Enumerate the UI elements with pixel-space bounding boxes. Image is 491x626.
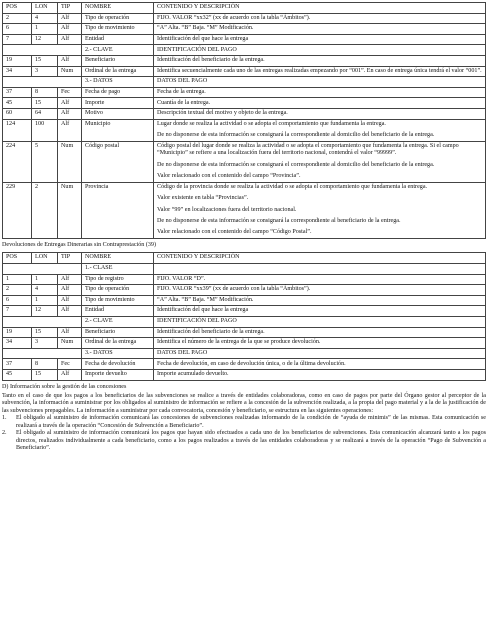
description-paragraph: Fecha de la entrega. bbox=[157, 88, 206, 95]
table-row bbox=[3, 24, 486, 35]
lon-cell: 1 bbox=[32, 24, 58, 35]
description-cell bbox=[154, 98, 486, 109]
tip-cell: Fec bbox=[58, 87, 82, 98]
description-cell bbox=[154, 359, 486, 370]
pos-cell: 37 bbox=[3, 359, 32, 370]
section-desc-cell: IDENTIFICACIÓN DEL PAGO bbox=[154, 316, 486, 327]
pos-cell: 19 bbox=[3, 56, 32, 67]
description-paragraph: Identificación del que hace la entrega bbox=[157, 35, 249, 42]
nombre-cell: Beneficiario bbox=[82, 56, 154, 67]
description-paragraph: Descripción textual del motivo y objeto de la entrega. bbox=[157, 110, 288, 117]
tip-cell: Alf bbox=[58, 274, 82, 285]
nombre-cell: Provincia bbox=[82, 182, 154, 238]
tip-cell: Num bbox=[58, 141, 82, 182]
table-row bbox=[3, 109, 486, 120]
description-cell bbox=[154, 34, 486, 45]
table-header-row bbox=[3, 253, 486, 264]
table-row bbox=[3, 327, 486, 338]
section-d-title: D) Información sobre la gestión de las concesiones bbox=[2, 383, 127, 390]
description-cell bbox=[154, 274, 486, 285]
table-row bbox=[3, 295, 486, 306]
description-paragraph: Cuantía de la entrega. bbox=[157, 99, 211, 106]
table-row bbox=[3, 87, 486, 98]
table-row bbox=[3, 13, 486, 24]
tip-cell: Alf bbox=[58, 24, 82, 35]
lon-cell: 3 bbox=[32, 338, 58, 349]
table-section-row bbox=[3, 348, 486, 359]
header-cell: NOMBRE bbox=[82, 3, 154, 14]
table-section-row bbox=[3, 45, 486, 56]
section-d-list bbox=[2, 415, 486, 452]
nombre-cell: Código postal bbox=[82, 141, 154, 182]
section-spacer-cell bbox=[3, 77, 82, 88]
list-item-text: El obligado al suministro de información comunicará las concesiones de subvenciones realizadas informando de la condición de “ayuda de minimis” de las mismas. Esta comunicación se realizará a través de la operación “Concesión de Subvención a Beneficiario”. bbox=[16, 415, 486, 429]
lon-cell: 4 bbox=[32, 13, 58, 24]
tip-cell: Alf bbox=[58, 98, 82, 109]
description-paragraph: Código de la provincia donde se realiza la actividad o se adopta el comportamiento que fundamenta la entrega. bbox=[157, 183, 428, 190]
tip-cell: Alf bbox=[58, 295, 82, 306]
description-paragraph: De no disponerse de esta información se consignará la correspondiente al domicilio del beneficiario de la entrega. bbox=[157, 132, 435, 139]
lon-cell: 1 bbox=[32, 274, 58, 285]
table-section-row bbox=[3, 316, 486, 327]
description-cell bbox=[154, 327, 486, 338]
lon-cell: 1 bbox=[32, 295, 58, 306]
nombre-cell: Entidad bbox=[82, 306, 154, 317]
description-cell bbox=[154, 66, 486, 77]
table-row bbox=[3, 66, 486, 77]
table-row bbox=[3, 56, 486, 67]
lon-cell: 5 bbox=[32, 141, 58, 182]
tip-cell: Alf bbox=[58, 370, 82, 381]
description-cell bbox=[154, 285, 486, 296]
description-paragraph: Código postal del lugar donde se realiza la actividad o se adopta el comportamiento que fundamenta la entrega. Si el campo “Municipio” se refiere a una localización fuera del territorio nacional, contendrá el valor “99999”. bbox=[157, 142, 459, 157]
table-section-row bbox=[3, 263, 486, 274]
nombre-cell: Ordinal de la entrega bbox=[82, 338, 154, 349]
pos-cell: 124 bbox=[3, 119, 32, 141]
table-row bbox=[3, 359, 486, 370]
description-paragraph: FIJO. VALOR “xx32” (xx de acuerdo con la tabla “Ámbitos”). bbox=[157, 14, 311, 21]
pos-cell: 229 bbox=[3, 182, 32, 238]
pos-cell: 224 bbox=[3, 141, 32, 182]
tip-cell: Num bbox=[58, 66, 82, 77]
table-row bbox=[3, 306, 486, 317]
table-row bbox=[3, 370, 486, 381]
pos-cell: 6 bbox=[3, 24, 32, 35]
section-desc-cell: IDENTIFICACIÓN DEL PAGO bbox=[154, 45, 486, 56]
pos-cell: 45 bbox=[3, 370, 32, 381]
description-cell bbox=[154, 24, 486, 35]
description-paragraph: Lugar donde se realiza la actividad o se adopta el comportamiento que fundamenta la entrega. bbox=[157, 120, 386, 127]
nombre-cell: Importe devuelto bbox=[82, 370, 154, 381]
tip-cell: Num bbox=[58, 182, 82, 238]
description-paragraph: Valor existente en tabla “Provincias”. bbox=[157, 195, 249, 202]
lon-cell: 12 bbox=[32, 306, 58, 317]
list-item-text: El obligado al suministro de información comunicará los pagos que hayan sido efectuados a cada uno de los beneficiarios de subvenciones. Esta comunicación alcanzará tanto a los pagos directos, realizados individualmente a cada beneficiario, como a los pagos realizados a través de las entidades colaboradoras y se realizará a través de la operación “Pago de Subvención a Beneficiario”. bbox=[16, 430, 486, 452]
list-item-number: 1. bbox=[2, 415, 7, 422]
tip-cell: Alf bbox=[58, 109, 82, 120]
description-cell bbox=[154, 109, 486, 120]
description-paragraph: Identificación del beneficiario de la entrega. bbox=[157, 328, 265, 335]
description-paragraph: “A” Alta. “B” Baja. “M” Modificación. bbox=[157, 25, 254, 32]
table-row bbox=[3, 119, 486, 141]
document-page bbox=[2, 2, 486, 452]
description-cell bbox=[154, 141, 486, 182]
description-paragraph: Identifica secuencialmente cada uno de las entregas realizadas empezando por “001”. En caso de entrega única tendrá el valor “001”. bbox=[157, 67, 482, 74]
section-spacer-cell bbox=[3, 263, 82, 274]
description-paragraph: Valor “99” en localizaciones fuera del territorio nacional. bbox=[157, 206, 297, 213]
table-row bbox=[3, 141, 486, 182]
tip-cell: Fec bbox=[58, 359, 82, 370]
header-cell: TIP bbox=[58, 253, 82, 264]
pos-cell: 1 bbox=[3, 274, 32, 285]
lon-cell: 15 bbox=[32, 327, 58, 338]
header-cell: TIP bbox=[58, 3, 82, 14]
tip-cell: Num bbox=[58, 338, 82, 349]
nombre-cell: Tipo de operación bbox=[82, 13, 154, 24]
pos-cell: 6 bbox=[3, 295, 32, 306]
section-label-cell: 2.- CLAVE bbox=[82, 45, 154, 56]
lon-cell: 15 bbox=[32, 370, 58, 381]
section-desc-cell: DATOS DEL PAGO bbox=[154, 77, 486, 88]
description-cell bbox=[154, 182, 486, 238]
list-item bbox=[2, 430, 486, 452]
nombre-cell: Entidad bbox=[82, 34, 154, 45]
section-desc-cell bbox=[154, 263, 486, 274]
pos-cell: 2 bbox=[3, 285, 32, 296]
pos-cell: 7 bbox=[3, 306, 32, 317]
tip-cell: Alf bbox=[58, 285, 82, 296]
section-title-devoluciones: Devoluciones de Entregas Dinerarias sin Contraprestación (39) bbox=[2, 241, 156, 248]
tip-cell: Alf bbox=[58, 119, 82, 141]
table-row bbox=[3, 182, 486, 238]
nombre-cell: Beneficiario bbox=[82, 327, 154, 338]
lon-cell: 15 bbox=[32, 98, 58, 109]
nombre-cell: Importe bbox=[82, 98, 154, 109]
section-spacer-cell bbox=[3, 316, 82, 327]
section-desc-cell: DATOS DEL PAGO bbox=[154, 348, 486, 359]
table-row bbox=[3, 34, 486, 45]
nombre-cell: Fecha de devolución bbox=[82, 359, 154, 370]
header-cell: NOMBRE bbox=[82, 253, 154, 264]
nombre-cell: Tipo de movimiento bbox=[82, 24, 154, 35]
section-d-intro: Tanto en el caso de que los pagos a los beneficiarios de las subvenciones se realice a través de entidades colaboradoras, como en caso de pagos por parte del Órgano gestor al perceptor de la subvención, la información a suministrar por los obligados al suministro de información se refiere a la concesión de la subvención realizada, a la propia del pago material y a la de la justificación de las subvenciones prepagables. La información a suministrar por cada convocatoria, concesión y beneficiario, se estructura en las siguientes operaciones: bbox=[2, 393, 486, 414]
description-paragraph: Importe acumulado devuelto. bbox=[157, 371, 229, 378]
header-cell: CONTENIDO Y DESCRIPCIÓN bbox=[154, 3, 486, 14]
lon-cell: 100 bbox=[32, 119, 58, 141]
tip-cell: Alf bbox=[58, 56, 82, 67]
pos-cell: 37 bbox=[3, 87, 32, 98]
section-label-cell: 1.- CLASE bbox=[82, 263, 154, 274]
lon-cell: 4 bbox=[32, 285, 58, 296]
pos-cell: 7 bbox=[3, 34, 32, 45]
nombre-cell: Motivo bbox=[82, 109, 154, 120]
section-label-cell: 3.- DATOS bbox=[82, 348, 154, 359]
description-paragraph: Identificación del que hace la entrega bbox=[157, 307, 249, 314]
nombre-cell: Tipo de registro bbox=[82, 274, 154, 285]
section-spacer-cell bbox=[3, 348, 82, 359]
description-cell bbox=[154, 87, 486, 98]
lon-cell: 8 bbox=[32, 359, 58, 370]
table-row bbox=[3, 338, 486, 349]
pos-cell: 34 bbox=[3, 66, 32, 77]
nombre-cell: Tipo de movimiento bbox=[82, 295, 154, 306]
lon-cell: 8 bbox=[32, 87, 58, 98]
lon-cell: 15 bbox=[32, 56, 58, 67]
description-cell bbox=[154, 119, 486, 141]
nombre-cell: Ordinal de la entrega bbox=[82, 66, 154, 77]
section-label-cell: 3.- DATOS bbox=[82, 77, 154, 88]
description-paragraph: De no disponerse de esta información se consignará el correspondiente al domicilio del beneficiario de la entrega. bbox=[157, 161, 435, 168]
tip-cell: Alf bbox=[58, 327, 82, 338]
description-paragraph: “A” Alta. “B” Baja. “M” Modificación. bbox=[157, 296, 254, 303]
nombre-cell: Fecha de pago bbox=[82, 87, 154, 98]
table-section-row bbox=[3, 77, 486, 88]
pos-cell: 34 bbox=[3, 338, 32, 349]
description-cell bbox=[154, 370, 486, 381]
description-cell bbox=[154, 13, 486, 24]
description-paragraph: Fecha de devolución, en caso de devolución única, o de la última devolución. bbox=[157, 360, 346, 367]
pos-cell: 19 bbox=[3, 327, 32, 338]
nombre-cell: Tipo de operación bbox=[82, 285, 154, 296]
description-paragraph: Identificación del beneficiario de la entrega. bbox=[157, 57, 265, 64]
description-paragraph: Valor relacionado con el contenido del campo “Provincia”. bbox=[157, 173, 301, 180]
description-cell bbox=[154, 295, 486, 306]
description-paragraph: Identifica el número de la entrega de la que se produce devolución. bbox=[157, 339, 321, 346]
lon-cell: 2 bbox=[32, 182, 58, 238]
header-cell: LON bbox=[32, 253, 58, 264]
description-cell bbox=[154, 56, 486, 67]
table-row bbox=[3, 274, 486, 285]
pos-cell: 2 bbox=[3, 13, 32, 24]
record-layout-table-entregas bbox=[2, 2, 486, 239]
description-paragraph: De no disponerse de esta información se consignará la correspondiente al beneficiario de la entrega. bbox=[157, 217, 401, 224]
header-cell: LON bbox=[32, 3, 58, 14]
section-d-body bbox=[2, 393, 486, 452]
table-row bbox=[3, 285, 486, 296]
header-cell: POS bbox=[3, 253, 32, 264]
description-paragraph: FIJO. VALOR “xx39” (xx de acuerdo con la tabla “Ámbitos”). bbox=[157, 286, 311, 293]
description-paragraph: Valor relacionado con el contenido del campo “Código Postal”. bbox=[157, 229, 312, 236]
lon-cell: 12 bbox=[32, 34, 58, 45]
description-paragraph: FIJO. VALOR “D”. bbox=[157, 275, 206, 282]
description-cell bbox=[154, 306, 486, 317]
list-item bbox=[2, 415, 486, 430]
section-label-cell: 2.- CLAVE bbox=[82, 316, 154, 327]
list-item-number: 2. bbox=[2, 430, 7, 437]
section-spacer-cell bbox=[3, 45, 82, 56]
description-cell bbox=[154, 338, 486, 349]
pos-cell: 45 bbox=[3, 98, 32, 109]
tip-cell: Alf bbox=[58, 13, 82, 24]
lon-cell: 3 bbox=[32, 66, 58, 77]
record-layout-table-devoluciones bbox=[2, 252, 486, 380]
header-cell: POS bbox=[3, 3, 32, 14]
header-cell: CONTENIDO Y DESCRIPCIÓN bbox=[154, 253, 486, 264]
lon-cell: 64 bbox=[32, 109, 58, 120]
table-header-row bbox=[3, 3, 486, 14]
table-row bbox=[3, 98, 486, 109]
tip-cell: Alf bbox=[58, 306, 82, 317]
pos-cell: 60 bbox=[3, 109, 32, 120]
nombre-cell: Municipio bbox=[82, 119, 154, 141]
tip-cell: Alf bbox=[58, 34, 82, 45]
